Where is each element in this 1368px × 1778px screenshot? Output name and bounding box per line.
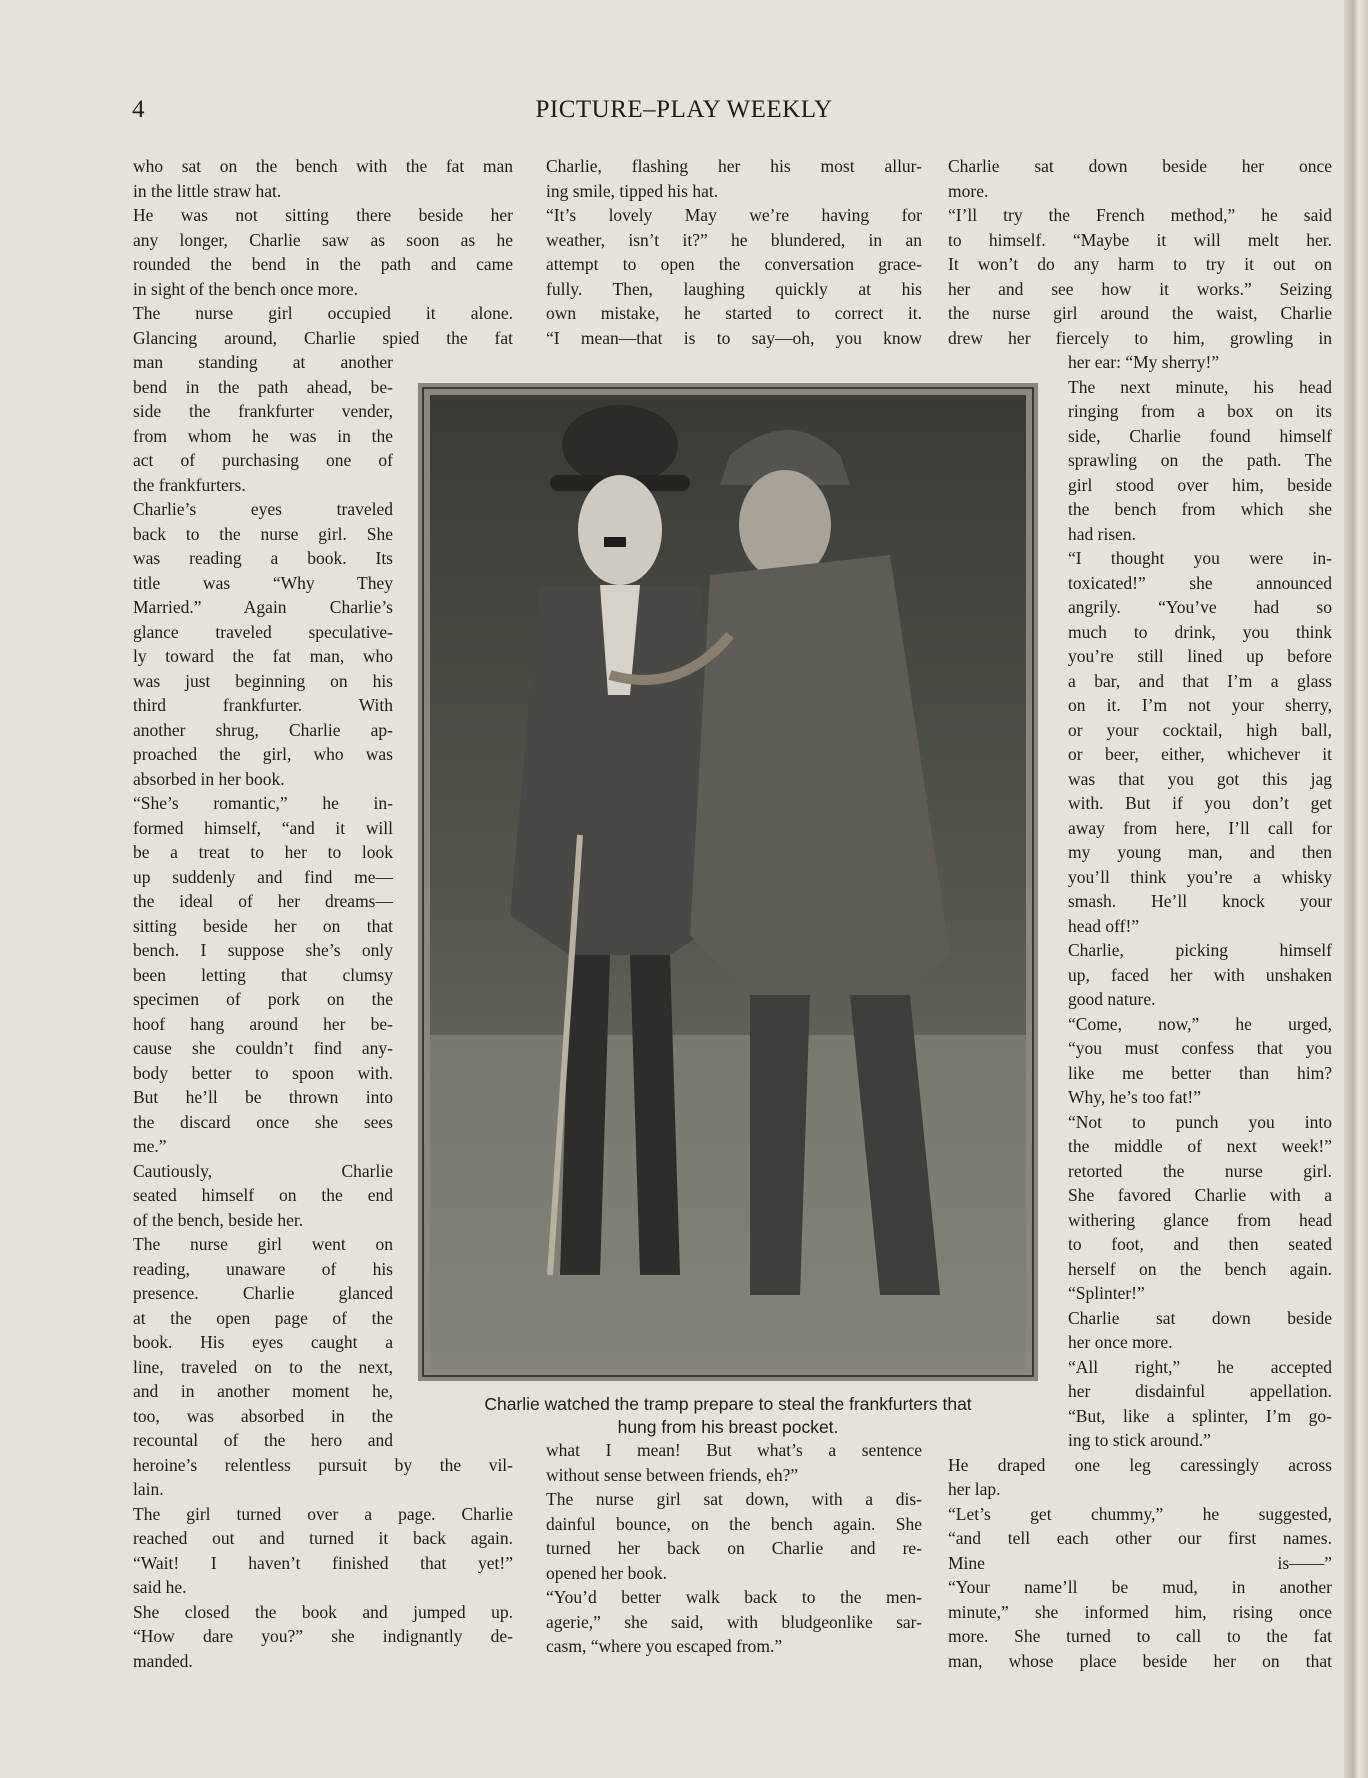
text-line: line, traveled on to the next, [133,1356,393,1377]
text-line: “I mean—that is to say—oh, you know [546,327,922,348]
running-head: PICTURE–PLAY WEEKLY [535,96,833,123]
text-line: who sat on the bench with the fat man [133,156,513,176]
text-line: The nurse girl sat down, with a dis- [546,1489,922,1509]
text-line: Charlie sat down beside her once [948,156,1332,176]
text-line: He draped one leg caressingly across [948,1454,1332,1475]
text-line: her lap. [948,1479,1001,1499]
text-line: agerie,” she said, with bludgeonlike sar- [546,1611,922,1632]
text-line: She closed the book and jumped up. [133,1601,513,1622]
text-line: It won’t do any harm to try it out on [948,254,1332,274]
text-line: sprawling on the path. The [1068,450,1332,470]
text-line: was reading a book. Its [133,548,393,568]
text-line: said he. [133,1577,187,1597]
text-line: Why, he’s too fat!” [1068,1087,1201,1107]
text-line: “Splinter!” [1068,1283,1145,1303]
text-line: Charlie, flashing her his most allur- [546,156,922,176]
text-line: my young man, and then [1068,842,1332,862]
text-line: the nurse girl around the waist, Charlie [948,303,1332,323]
text-line: “Come, now,” he urged, [1068,1013,1332,1034]
text-line: with. But if you don’t get [1068,793,1332,813]
text-line: man standing at another [133,352,393,372]
text-line: the middle of next week!” [1068,1136,1332,1156]
text-line: “It’s lovely May we’re having for [546,205,922,225]
text-line: ing to stick around.” [1068,1430,1211,1450]
text-line: you’re still lined up before [1068,646,1332,666]
text-line: Cautiously, Charlie [133,1160,393,1181]
text-line: He was not sitting there beside her [133,205,513,225]
text-line: seated himself on the end [133,1185,393,1205]
text-line: me.” [133,1136,167,1156]
text-line: reading, unaware of his [133,1258,393,1279]
text-line: “But, like a splinter, I’m go- [1068,1405,1332,1426]
text-line: the discard once she sees [133,1111,393,1132]
text-line: the bench from which she [1068,499,1332,519]
text-line: fully. Then, laughing quickly at his [546,278,922,299]
text-line: ly toward the fat man, who [133,646,393,666]
text-line: like me better than him? [1068,1062,1332,1083]
text-line: head off!” [1068,915,1140,936]
text-line: “Wait! I haven’t finished that yet!” [133,1552,513,1573]
text-line: to himself. “Maybe it will melt her. [948,229,1332,250]
text-line: But he’ll be thrown into [133,1087,393,1107]
text-line: Charlie, picking himself [1068,940,1332,960]
text-line: withering glance from head [1068,1209,1332,1230]
text-line: much to drink, you think [1068,621,1332,642]
text-line: up suddenly and find me— [133,866,393,887]
text-line: “Let’s get chummy,” he suggested, [948,1503,1332,1524]
text-line: good nature. [1068,989,1156,1009]
text-line: sitting beside her on that [133,915,393,936]
text-line: attempt to open the conversation grace- [546,254,922,274]
text-line: Glancing around, Charlie spied the fat [133,327,513,348]
text-line: rounded the bend in the path and came [133,254,513,274]
text-line: her once more. [1068,1332,1173,1352]
text-line: on it. I’m not your sherry, [1068,695,1332,715]
text-line: bend in the path ahead, be- [133,376,393,397]
page-edge [1344,0,1368,1778]
text-line: away from here, I’ll call for [1068,817,1332,838]
text-line: her disdainful appellation. [1068,1381,1332,1401]
text-line: in sight of the bench once more. [133,278,359,299]
text-line: angrily. “You’ve had so [1068,597,1332,617]
text-line: opened her book. [546,1562,668,1583]
text-line: heroine’s relentless pursuit by the vil- [133,1454,513,1475]
text-line: “You’d better walk back to the men- [546,1587,922,1607]
text-line: at the open page of the [133,1307,393,1328]
text-line: lain. [133,1479,164,1499]
text-line: The nurse girl occupied it alone. [133,303,513,323]
text-line: The nurse girl went on [133,1234,393,1254]
text-line: third frankfurter. With [133,695,393,715]
text-line: manded. [133,1650,193,1671]
film-still-photo [430,395,1026,1369]
text-line: side the frankfurter vender, [133,401,393,421]
text-line: toxicated!” she announced [1068,572,1332,593]
text-line: more. She turned to call to the fat [948,1626,1332,1646]
text-line: body better to spoon with. [133,1062,393,1083]
text-line: the ideal of her dreams— [133,891,393,911]
caption-line: hung from his breast pocket. [617,1417,839,1437]
text-line: or beer, either, whichever it [1068,744,1332,764]
text-line: to foot, and then seated [1068,1234,1332,1254]
text-line: bench. I suppose she’s only [133,940,393,960]
text-line: and in another moment he, [133,1381,393,1401]
text-line: “She’s romantic,” he in- [133,793,393,813]
text-line: a bar, and that I’m a glass [1068,670,1332,691]
text-line: herself on the bench again. [1068,1258,1332,1279]
text-line: more. [948,180,989,201]
text-line: “and tell each other our first names. [948,1528,1332,1548]
text-line: too, was absorbed in the [133,1405,393,1426]
text-line: any longer, Charlie saw as soon as he [133,229,513,250]
text-line: book. His eyes caught a [133,1332,393,1352]
text-line: The next minute, his head [1068,376,1332,397]
text-line: Charlie’s eyes traveled [133,499,393,519]
text-line: cause she couldn’t find any- [133,1038,393,1058]
text-line: casm, “where you escaped from.” [546,1636,783,1656]
text-line: Mine is——” [948,1552,1332,1573]
text-line: from whom he was in the [133,425,393,446]
text-line: act of purchasing one of [133,450,393,470]
text-line: up, faced her with unshaken [1068,964,1332,985]
text-line: “you must confess that you [1068,1038,1332,1058]
text-line: proached the girl, who was [133,744,393,764]
text-line: Charlie sat down beside [1068,1307,1332,1328]
text-line: title was “Why They [133,572,393,593]
text-line: “Not to punch you into [1068,1111,1332,1132]
text-line: “I’ll try the French method,” he said [948,205,1332,225]
text-line: had risen. [1068,523,1137,544]
text-line: “Your name’ll be mud, in another [948,1577,1332,1597]
photo-caption [418,1393,1038,1439]
text-line: her and see how it works.” Seizing [948,278,1332,299]
text-line: drew her fiercely to him, growling in [948,327,1332,348]
text-line: in the little straw hat. [133,180,282,201]
text-line: Married.” Again Charlie’s [133,597,393,617]
text-line: ringing from a box on its [1068,401,1332,421]
text-line: back to the nurse girl. She [133,523,393,544]
text-line: man, whose place beside her on that [948,1650,1332,1671]
text-line: reached out and turned it back again. [133,1528,513,1548]
text-line: of the bench, beside her. [133,1209,304,1230]
text-line: was that you got this jag [1068,768,1332,789]
text-line: She favored Charlie with a [1068,1185,1332,1205]
text-line: another shrug, Charlie ap- [133,719,393,740]
text-line: was just beginning on his [133,670,393,691]
text-line: been letting that clumsy [133,964,393,985]
text-line: hoof hang around her be- [133,1013,393,1034]
text-line: glance traveled speculative- [133,621,393,642]
photo-plate [418,383,1038,1381]
text-line: minute,” she informed him, rising once [948,1601,1332,1622]
text-line: weather, isn’t it?” he blundered, in an [546,229,922,250]
text-line: absorbed in her book. [133,768,285,789]
text-line: presence. Charlie glanced [133,1283,393,1303]
text-line: retorted the nurse girl. [1068,1160,1332,1181]
text-line: “I thought you were in- [1068,548,1332,568]
text-line: without sense between friends, eh?” [546,1464,799,1485]
text-line: ing smile, tipped his hat. [546,180,719,201]
text-line: The girl turned over a page. Charlie [133,1503,513,1524]
text-line: or your cocktail, high ball, [1068,719,1332,740]
text-line: you’ll think you’re a whisky [1068,866,1332,887]
text-line: “How dare you?” she indignantly de- [133,1626,513,1646]
text-line: girl stood over him, beside [1068,474,1332,495]
caption-line: Charlie watched the tramp prepare to steal the frankfurters that [484,1394,972,1414]
text-line: smash. He’ll knock your [1068,891,1332,911]
text-line: her ear: “My sherry!” [1068,352,1220,372]
text-line: be a treat to her to look [133,842,393,862]
text-line: formed himself, “and it will [133,817,393,838]
text-line: specimen of pork on the [133,989,393,1009]
page-number: 4 [132,96,145,123]
text-line: what I mean! But what’s a sentence [546,1440,922,1460]
text-line: side, Charlie found himself [1068,425,1332,446]
text-line: recountal of the hero and [133,1430,393,1450]
text-line: the frankfurters. [133,474,246,495]
text-line: “All right,” he accepted [1068,1356,1332,1377]
text-line: turned her back on Charlie and re- [546,1538,922,1558]
text-line: own mistake, he started to correct it. [546,303,922,323]
text-line: dainful bounce, on the bench again. She [546,1513,922,1534]
